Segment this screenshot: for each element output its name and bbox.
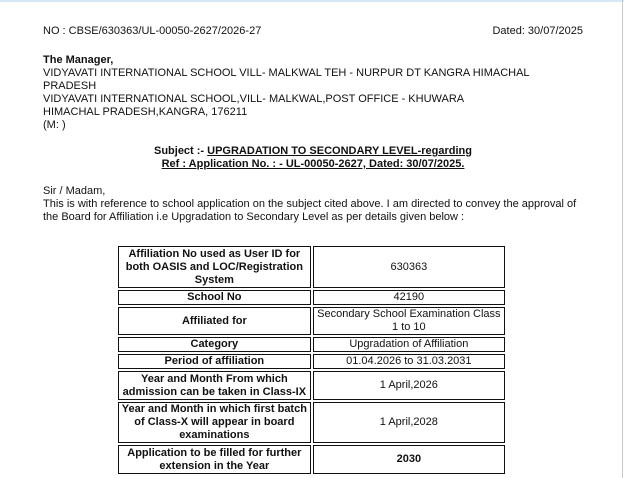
- affiliation-details-table: [116, 244, 507, 476]
- window-right-border: [622, 0, 623, 478]
- body-paragraph: This is with reference to school application on the subject cited above. I am directed to convey the approval of the Board for Affiliation i.e Upgradation to Secondary Level as per details given below :: [43, 198, 577, 223]
- table-row: [118, 371, 505, 400]
- row-label: Affiliated for: [118, 307, 311, 335]
- row-value: Upgradation of Affiliation: [313, 337, 505, 352]
- subject-line: [43, 145, 583, 158]
- table-row: [118, 307, 505, 335]
- letter-document: [43, 0, 583, 478]
- recipient-title: The Manager,: [43, 54, 114, 66]
- recipient-address: [43, 54, 563, 132]
- letter-date: Dated: 30/07/2025: [492, 25, 583, 37]
- row-value: 42190: [313, 290, 505, 305]
- reference-line: Ref : Application No. : - UL-00050-2627, Dated: 30/07/2025.: [161, 158, 465, 170]
- table-row: [118, 354, 505, 369]
- letter-number: NO : CBSE/630363/UL-00050-2627/2026-27: [43, 25, 262, 37]
- row-value: 1 April,2028: [313, 402, 505, 443]
- salutation: Sir / Madam,: [43, 185, 106, 197]
- subject-text: UPGRADATION TO SECONDARY LEVEL-regarding: [207, 145, 472, 157]
- subject-block: [43, 145, 583, 171]
- address-line-4: (M: ): [43, 119, 66, 131]
- row-value: 2030: [313, 445, 505, 474]
- table-row: [118, 337, 505, 352]
- row-value: 630363: [313, 246, 505, 288]
- row-value: Secondary School Examination Class 1 to 10: [313, 307, 505, 335]
- table-row: [118, 246, 505, 288]
- row-label: Affiliation No used as User ID for both OASIS and LOC/Registration System: [118, 246, 311, 288]
- address-line-3: HIMACHAL PRADESH,KANGRA, 176211: [43, 106, 248, 118]
- table-row: [118, 445, 505, 474]
- address-line-2: VIDYAVATI INTERNATIONAL SCHOOL,VILL- MALKWAL,POST OFFICE - KHUWARA: [43, 93, 465, 105]
- subject-prefix: Subject :-: [153, 145, 208, 157]
- row-label: Period of affiliation: [118, 354, 311, 369]
- row-label: Category: [118, 337, 311, 352]
- table-row: [118, 402, 505, 443]
- row-label: School No: [118, 290, 311, 305]
- address-line-1: VIDYAVATI INTERNATIONAL SCHOOL VILL- MALKWAL TEH - NURPUR DT KANGRA HIMACHAL PRADESH: [43, 67, 530, 92]
- row-label: Application to be filled for further extension in the Year: [118, 445, 311, 474]
- row-value: 1 April,2026: [313, 371, 505, 400]
- table-row: [118, 290, 505, 305]
- row-label: Year and Month in which first batch of Class-X will appear in board examinations: [118, 402, 311, 443]
- row-label: Year and Month From which admission can be taken in Class-IX: [118, 371, 311, 400]
- row-value: 01.04.2026 to 31.03.2031: [313, 354, 505, 369]
